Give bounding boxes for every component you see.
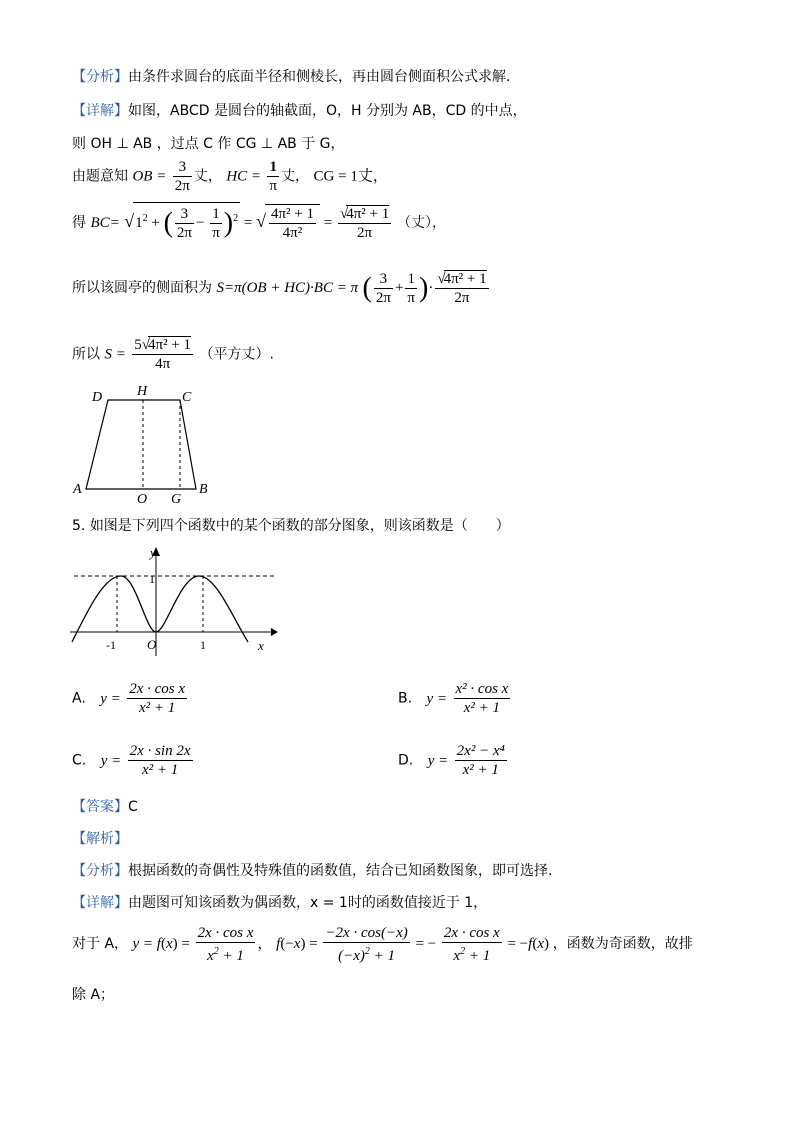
- answer-line: [72, 796, 138, 816]
- text-given: 由题意知: [72, 168, 128, 185]
- option-c-key: C.: [72, 752, 87, 769]
- detail2-line-2: [72, 924, 693, 965]
- detail-line-5: [72, 270, 491, 307]
- unit-zhang-2: 丈，: [281, 168, 310, 185]
- label-y: y: [150, 545, 156, 560]
- label-g: G: [171, 492, 182, 506]
- answer-tag: 【答案】: [72, 799, 128, 815]
- label-x-1: 1: [200, 638, 206, 652]
- label-c: C: [182, 390, 192, 405]
- s-eq-2: S =: [104, 346, 126, 363]
- option-d[interactable]: D. y = $\frac{\text{2x² − x⁴}}{\text{x² + 1}}$: [398, 743, 505, 778]
- unit-zhang: 丈，: [193, 168, 222, 185]
- detail2-line-3: [72, 984, 114, 1004]
- option-b-fraction: $\frac{\text{x² · cos x}}{\text{x² + 1}}$: [455, 681, 509, 716]
- question-text: 如图是下列四个函数中的某个函数的部分图象，则该函数是（ ）: [89, 518, 510, 534]
- analysis-tag-2: 【分析】: [72, 863, 128, 879]
- label-o: O: [137, 492, 148, 506]
- question-number: 5.: [72, 518, 86, 534]
- detail-line-4: [72, 202, 446, 242]
- option-a-fraction: $\frac{\text{2x · cos x}}{\text{x² + 1}}$: [129, 681, 186, 716]
- label-b: B: [199, 482, 208, 497]
- odd-function-conclusion: ，函数为奇函数，故排: [552, 935, 693, 952]
- analysis-tag: 【分析】: [72, 69, 128, 85]
- option-d-key: D.: [398, 752, 414, 769]
- bc-eq: BC=: [90, 214, 120, 231]
- label-a: A: [73, 482, 82, 497]
- bc-radical-expression: $√1^2$ + ( $\frac{3}{2\pi}$ − $\frac{1}{\pi}$ )$^2$ = √ $\frac{\text{4π² + 1}}{\text{4π²}}$ = $\frac{\text{√4π² + 1}}{2\pi}$: [124, 215, 397, 231]
- text-de: 得: [72, 214, 86, 231]
- function-graph: [66, 544, 286, 659]
- label-y-1: 1: [149, 572, 155, 586]
- detail-line-3: [72, 158, 388, 195]
- detail-line-2: [72, 133, 345, 153]
- analysis-text: 由条件求圆台的底面半径和侧棱长，再由圆台侧面积公式求解.: [128, 69, 511, 85]
- detail-tag: 【详解】: [72, 103, 128, 119]
- label-x-neg1: -1: [106, 638, 116, 652]
- unit-zhang-3: （丈），: [396, 214, 446, 231]
- s-eq: S=π(OB + HC)·BC = π: [216, 279, 359, 296]
- option-c-fraction: $\frac{2x \cdot \sin 2x}{\text{x² + 1}}$: [129, 743, 191, 778]
- hc-eq: HC =: [226, 168, 262, 185]
- option-b[interactable]: B. y = $\frac{\text{x² · cos x}}{\text{x² + 1}}$: [398, 681, 509, 716]
- fraction-3-over-2pi: $\frac{3}{2\pi}$: [174, 159, 190, 194]
- question-5: [72, 515, 510, 535]
- fraction-final-area: $\frac{\text{5√4π² + 1}}{4\pi}$: [134, 337, 192, 372]
- analysis-text-2: 根据函数的奇偶性及特殊值的函数值，结合已知函数图象，即可选择.: [128, 863, 553, 879]
- detail2-text: 由题图可知该函数为偶函数，x = 1时的函数值接近于 1，: [128, 895, 488, 911]
- odd-function-derivation: y = f(x) = $\frac{\text{2x · cos x}}{x^2 + 1}$ ， f(−x) = $\frac{-2x \cdot \cos(-x)}{(-x)^2 + 1}$ = − $\frac{\text{2x · cos x}}{x^2 + 1}$ = −f(x): [132, 925, 553, 964]
- unit-square-zhang: （平方丈）.: [199, 346, 274, 363]
- exclude-a-text: 除 A；: [72, 987, 115, 1003]
- ob-eq: OB =: [132, 168, 167, 185]
- label-d: D: [92, 390, 103, 405]
- jiexi-tag: 【解析】: [72, 831, 128, 847]
- for-a-text: 对于 A，: [72, 935, 129, 952]
- answer-value: C: [128, 799, 138, 815]
- fraction-1-over-pi: $\frac{1}{\pi}$: [269, 159, 278, 194]
- analysis-line-1: [72, 66, 510, 86]
- trapezoid-figure: [70, 382, 230, 506]
- option-b-key: B.: [398, 690, 413, 707]
- analysis-line-2: [72, 860, 552, 880]
- jiexi-line: [72, 828, 128, 848]
- text-suoyi: 所以: [72, 346, 100, 363]
- label-h: H: [137, 384, 148, 399]
- option-a-key: A.: [72, 690, 86, 707]
- lateral-area-expression: ( $\frac{3}{2\pi}$ + $\frac{1}{\pi}$ )· $\frac{\text{√4π² + 1}}{2\pi}$: [362, 271, 487, 306]
- detail-line-1: [72, 100, 527, 120]
- detail-text-1: 如图，ABCD 是圆台的轴截面，O，H 分别为 AB，CD 的中点，: [128, 103, 527, 119]
- detail-tag-2: 【详解】: [72, 895, 128, 911]
- option-a[interactable]: A. y = $\frac{\text{2x · cos x}}{\text{x² + 1}}$: [72, 681, 186, 716]
- x-axis-arrow: [271, 628, 278, 636]
- option-d-fraction: $\frac{\text{2x² − x⁴}}{\text{x² + 1}}$: [456, 743, 505, 778]
- detail-line-6: [72, 336, 274, 373]
- label-x: x: [258, 638, 264, 653]
- detail-text-2: 则 OH ⊥ AB ，过点 C 作 CG ⊥ AB 于 G，: [72, 136, 345, 152]
- text-lateral-area: 所以该圆亭的侧面积为: [72, 279, 212, 296]
- label-origin: O: [147, 637, 157, 652]
- option-c[interactable]: C. y = $\frac{2x \cdot \sin 2x}{\text{x² + 1}}$: [72, 743, 191, 778]
- detail2-line-1: [72, 892, 487, 912]
- cg-eq: CG = 1丈，: [313, 168, 388, 185]
